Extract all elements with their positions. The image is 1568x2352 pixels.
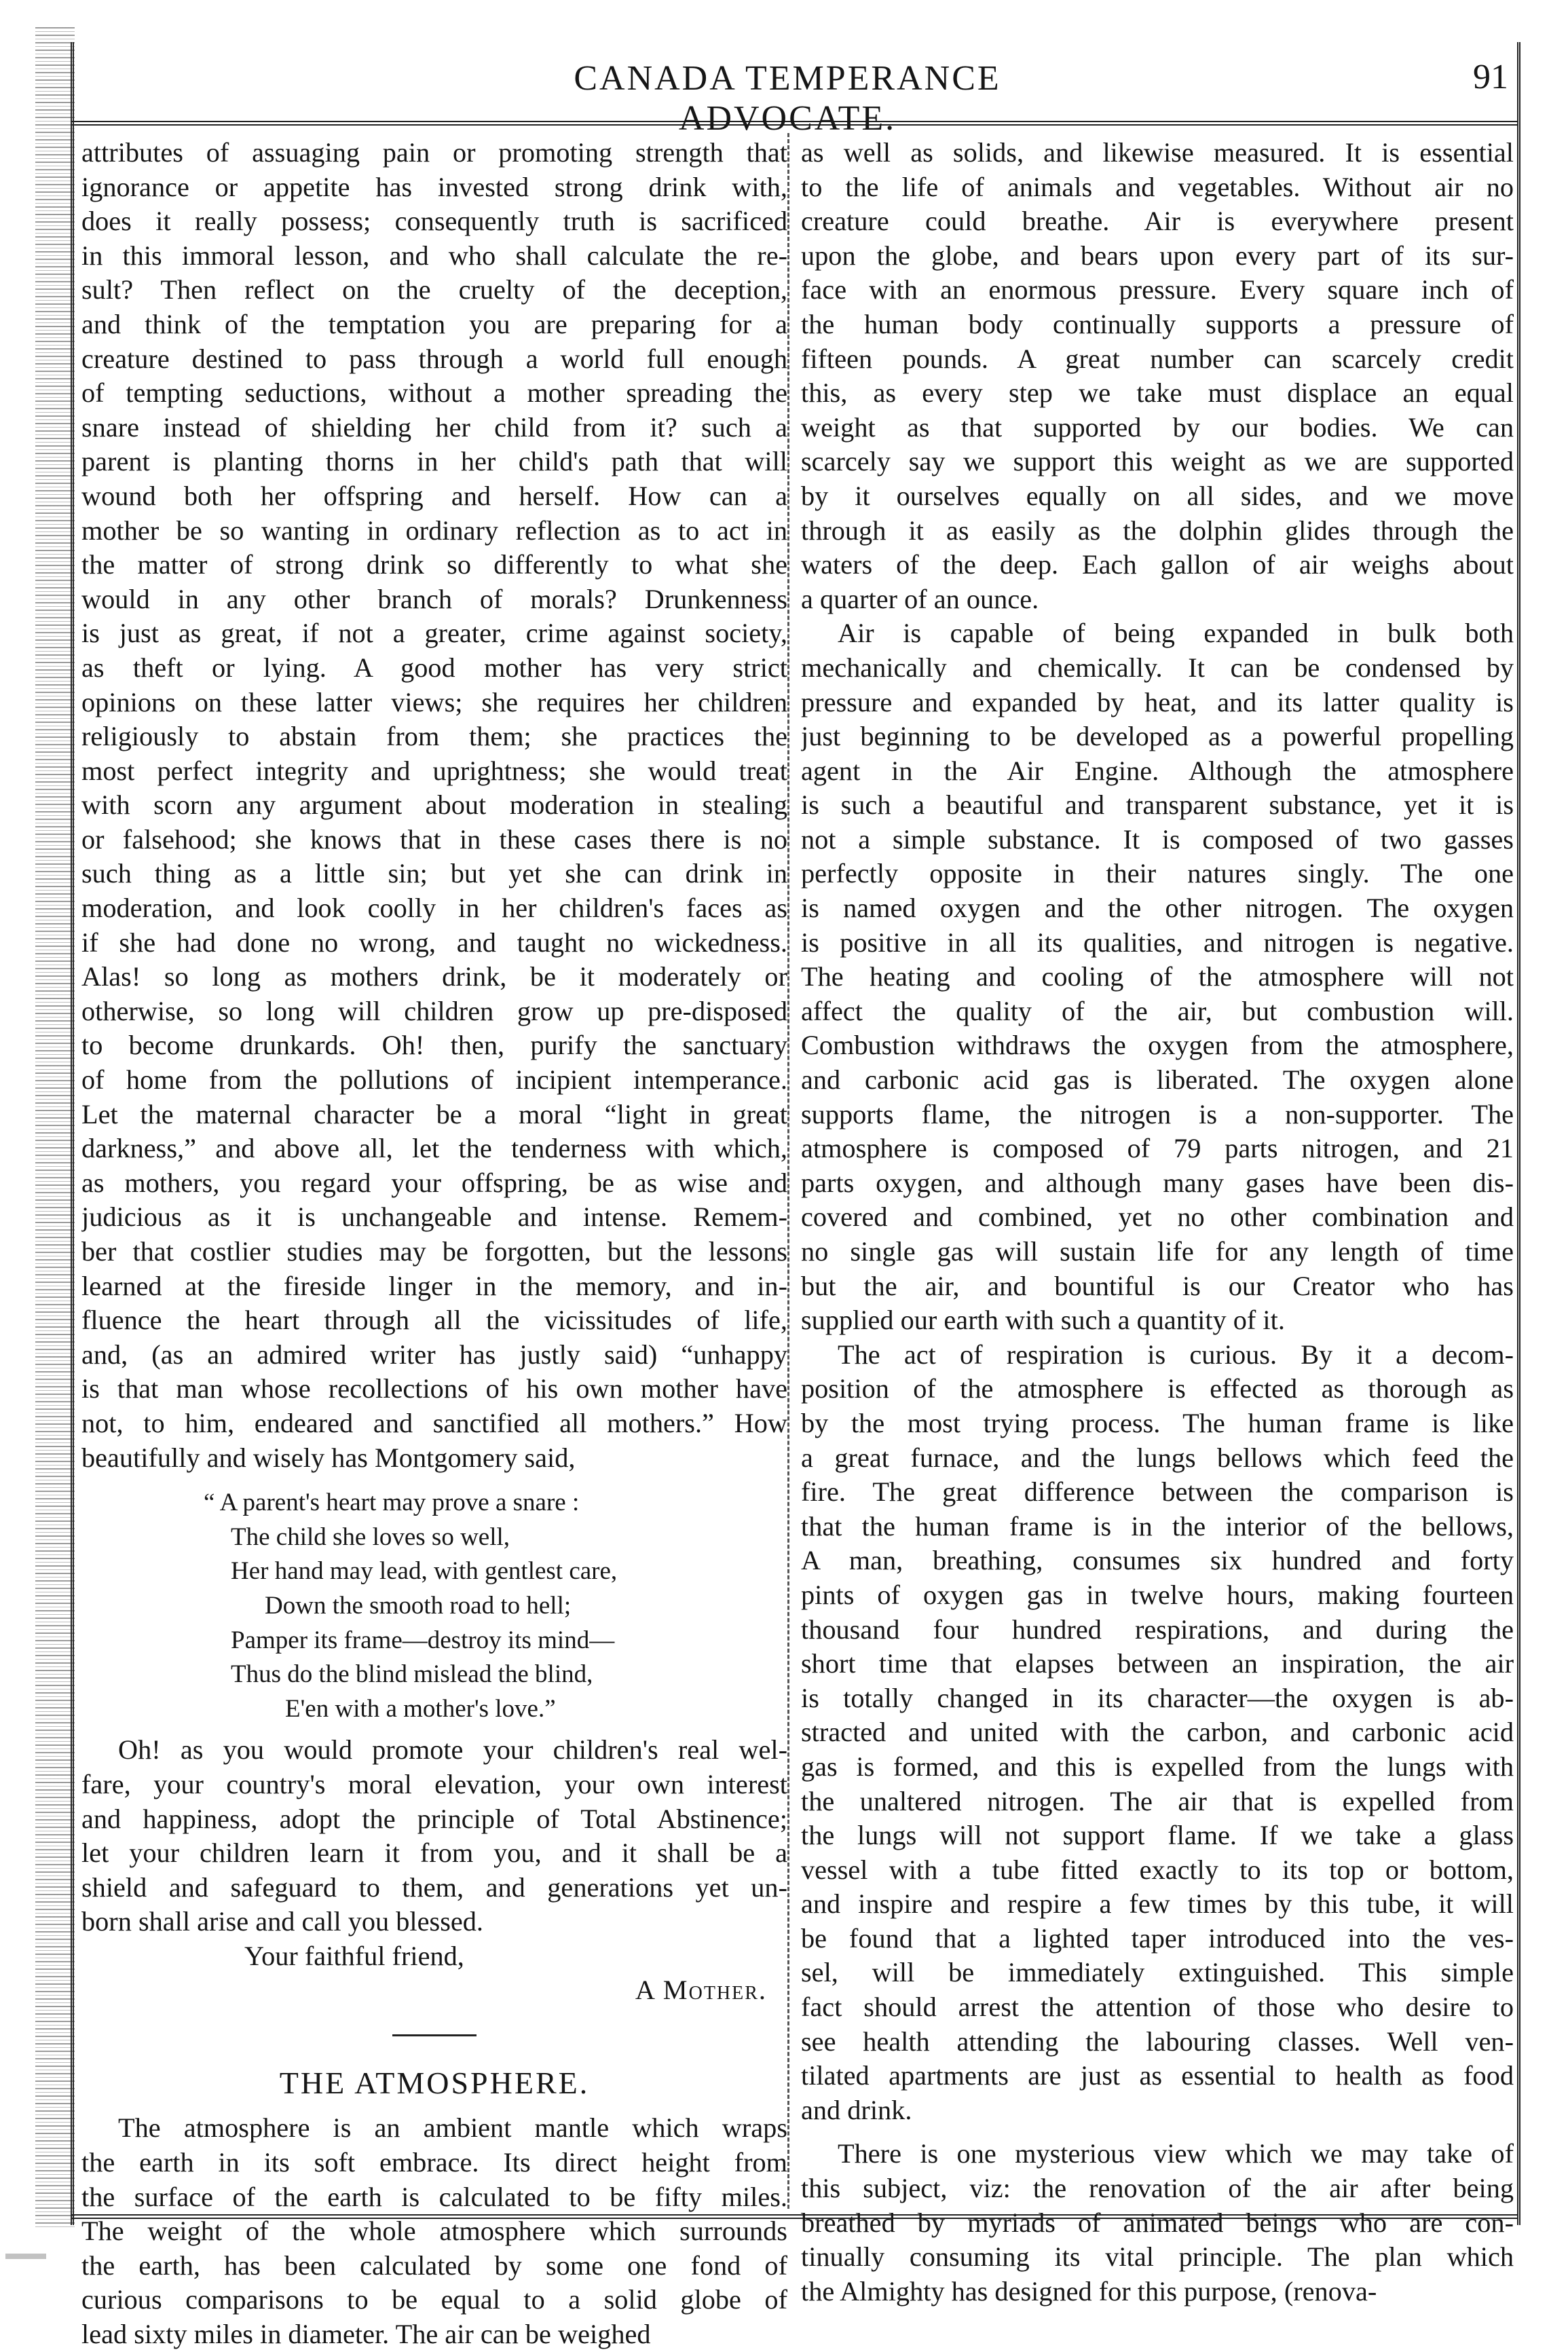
- text-line: be found that a lighted taper introduced into the ves-: [801, 1922, 1514, 1954]
- text-line: The act of respiration is curious. By it a decom-: [838, 1339, 1514, 1370]
- text-line: position of the atmosphere is effected as thorough as: [801, 1373, 1514, 1404]
- text-line: affect the quality of the air, but combustion will.: [801, 995, 1514, 1026]
- text-line: as theft or lying. A good mother has very strict: [81, 652, 787, 683]
- text-line: a quarter of an ounce.: [801, 583, 1039, 614]
- text-line: fluence the heart through all the vicissitudes of life,: [81, 1305, 787, 1336]
- text-line: is such a beautiful and transparent substance, yet it is: [801, 789, 1514, 821]
- text-line: fire. The great difference between the comparison is: [801, 1476, 1514, 1508]
- text-line: short time that elapses between an inspiration, the air: [801, 1648, 1514, 1679]
- text-line: to become drunkards. Oh! then, purify the sanctuary: [81, 1030, 787, 1061]
- text-line: thousand four hundred respirations, and during the: [801, 1613, 1514, 1645]
- text-line: the unaltered nitrogen. The air that is expelled from: [801, 1785, 1514, 1816]
- text-line: upon the globe, and bears upon every part of its sur-: [801, 240, 1514, 271]
- verse-line: Down the smooth road to hell;: [265, 1591, 572, 1620]
- text-line: parts oxygen, and although many gases have been dis-: [801, 1167, 1514, 1198]
- text-line: mother be so wanting in ordinary reflection as to act in: [81, 515, 787, 546]
- text-line: ignorance or appetite has invested strong drink with,: [81, 171, 787, 202]
- text-line: is totally changed in its character—the oxygen is ab-: [801, 1682, 1514, 1713]
- text-line: A man, breathing, consumes six hundred and forty: [801, 1545, 1514, 1576]
- text-line: wound both her offspring and herself. How can a: [81, 480, 787, 511]
- text-line: pints of oxygen gas in twelve hours, making fourteen: [801, 1579, 1514, 1610]
- section-title-atmosphere: THE ATMOSPHERE.: [279, 2066, 590, 2101]
- text-line: darkness,” and above all, let the tenderness with which,: [81, 1133, 787, 1164]
- poem-verse: [81, 1486, 787, 1726]
- paragraph-air-weight: [801, 136, 1514, 616]
- text-line: by the most trying process. The human frame is like: [801, 1407, 1514, 1438]
- text-line: would in any other branch of morals? Drunkenness: [81, 583, 787, 614]
- verse-line: The child she loves so well,: [231, 1523, 510, 1551]
- text-line: weight as that supported by our bodies. We can: [801, 411, 1514, 443]
- text-line: or falsehood; she knows that in these cases there is no: [81, 823, 787, 855]
- text-line: this subject, viz: the renovation of the air after being: [801, 2173, 1514, 2204]
- text-line: not, to him, endeared and sanctified all mothers.” How: [81, 1407, 787, 1438]
- text-line: such thing as a little sin; but yet she can drink in: [81, 858, 787, 889]
- text-line: with scorn any argument about moderation in stealing: [81, 789, 787, 821]
- running-title: CANADA TEMPERANCE ADVOCATE.: [574, 59, 1001, 138]
- text-line: the surface of the earth is calculated to be fifty miles.: [81, 2181, 787, 2212]
- text-line: scarcely say we support this weight as we are supported: [801, 446, 1514, 477]
- text-line: mechanically and chemically. It can be condensed by: [801, 652, 1514, 683]
- text-line: otherwise, so long will children grow up pre-disposed: [81, 995, 787, 1026]
- text-line: but the air, and bountiful is our Creator who has: [801, 1270, 1514, 1301]
- text-line: no single gas will sustain life for any length of time: [801, 1236, 1514, 1267]
- text-line: and carbonic acid gas is liberated. The oxygen alone: [801, 1064, 1514, 1096]
- text-line: Alas! so long as mothers drink, be it moderately or: [81, 961, 787, 992]
- text-line: gas is formed, and this is expelled from the lungs with: [801, 1751, 1514, 1782]
- text-line: just beginning to be developed as a powerful propelling: [801, 721, 1514, 752]
- paragraph-atmosphere-intro: [81, 2111, 787, 2351]
- text-line: through it as easily as the dolphin glides through the: [801, 515, 1514, 546]
- text-line: and drink.: [801, 2094, 912, 2125]
- text-line: the earth, has been calculated by some one fond of: [81, 2250, 787, 2281]
- verse-line: E'en with a mother's love.”: [285, 1694, 556, 1723]
- text-line: let your children learn it from you, and it shall be a: [81, 1837, 787, 1869]
- text-line: curious comparisons to be equal to a solid globe of: [81, 2284, 787, 2315]
- text-line: There is one mysterious view which we may take of: [838, 2138, 1514, 2169]
- text-line: the earth in its soft embrace. Its direct height from: [81, 2147, 787, 2178]
- text-line: sel, will be immediately extinguished. This simple: [801, 1957, 1514, 1988]
- text-line: moderation, and look coolly in her children's faces as: [81, 893, 787, 924]
- paragraph-mother-letter: [81, 136, 787, 1475]
- verse-line: Thus do the blind mislead the blind,: [231, 1660, 593, 1689]
- text-line: vessel with a tube fitted exactly to its top or bottom,: [801, 1854, 1514, 1885]
- text-line: tilated apartments are just as essential to health as food: [801, 2060, 1514, 2091]
- text-line: this, as every step we take must displace an equal: [801, 377, 1514, 409]
- text-line: the human body continually supports a pressure of: [801, 308, 1514, 339]
- page-number: 91: [1473, 58, 1508, 96]
- text-line: opinions on these latter views; she requires her children: [81, 686, 787, 717]
- text-line: in this immoral lesson, and who shall calculate the re-: [81, 240, 787, 271]
- text-line: and, (as an admired writer has justly said) “unhappy: [81, 1339, 787, 1370]
- text-line: the Almighty has designed for this purpose, (renova-: [801, 2275, 1377, 2307]
- text-line: breathed by myriads of animated beings who are con-: [801, 2207, 1514, 2238]
- verse-line: Pamper its frame—destroy its mind—: [231, 1626, 615, 1654]
- text-line: Let the maternal character be a moral “light in great: [81, 1098, 787, 1130]
- text-line: is that man whose recollections of his own mother have: [81, 1373, 787, 1404]
- paragraph-respiration: [801, 1338, 1514, 2128]
- paragraph-total-abstinence: [81, 1733, 787, 1939]
- text-line: Air is capable of being expanded in bulk both: [838, 618, 1514, 649]
- text-line: shield and safeguard to them, and generations yet un-: [81, 1871, 787, 1903]
- right-column: [801, 136, 1514, 2309]
- text-line: and inspire and respire a few times by this tube, it will: [801, 1888, 1514, 1920]
- text-line: to the life of animals and vegetables. Without air no: [801, 171, 1514, 202]
- text-line: not a simple substance. It is composed of two gasses: [801, 823, 1514, 855]
- text-line: if she had done no wrong, and taught no wickedness.: [81, 927, 787, 958]
- text-line: atmosphere is composed of 79 parts nitrogen, and 21: [801, 1133, 1514, 1164]
- text-line: The heating and cooling of the atmosphere will not: [801, 961, 1514, 992]
- text-line: The weight of the whole atmosphere which surrounds: [81, 2216, 787, 2247]
- text-line: learned at the fireside linger in the memory, and in-: [81, 1270, 787, 1301]
- text-line: as well as solids, and likewise measured. It is essential: [801, 137, 1514, 168]
- text-line: lead sixty miles in diameter. The air can be weighed: [81, 2319, 651, 2350]
- scan-mark: [5, 2254, 46, 2259]
- text-line: face with an enormous pressure. Every square inch of: [801, 274, 1514, 305]
- paragraph-air-expansion: [801, 616, 1514, 1337]
- text-line: agent in the Air Engine. Although the atmosphere: [801, 755, 1514, 786]
- binding-edge: [35, 27, 75, 2230]
- text-line: perfectly opposite in their natures singly. The one: [801, 858, 1514, 889]
- text-line: sult? Then reflect on the cruelty of the deception,: [81, 274, 787, 305]
- text-line: a great furnace, and the lungs bellows which feed the: [801, 1442, 1514, 1473]
- text-line: ber that costlier studies may be forgotten, but the lessons: [81, 1236, 787, 1267]
- text-line: judicious as it is unchangeable and intense. Remem-: [81, 1201, 787, 1233]
- text-line: see health attending the labouring classes. Well ven-: [801, 2026, 1514, 2057]
- text-line: and think of the temptation you are preparing for a: [81, 308, 787, 339]
- text-line: and happiness, adopt the principle of Total Abstinence;: [81, 1803, 787, 1834]
- text-line: fifteen pounds. A great number can scarcely credit: [801, 343, 1514, 374]
- text-line: supports flame, the nitrogen is a non-supporter. The: [801, 1098, 1514, 1130]
- text-line: creature could breathe. Air is everywhere present: [801, 206, 1514, 237]
- text-line: attributes of assuaging pain or promoting strength that: [81, 137, 787, 168]
- paragraph-spacer: [801, 2127, 1514, 2137]
- text-line: does it really possess; consequently truth is sacrificed: [81, 206, 787, 237]
- text-line: beautifully and wisely has Montgomery said,: [81, 1442, 576, 1473]
- text-line: as mothers, you regard your offspring, be as wise and: [81, 1167, 787, 1198]
- verse-line: “ A parent's heart may prove a snare :: [204, 1489, 580, 1517]
- text-line: stracted and united with the carbon, and carbonic acid: [801, 1717, 1514, 1748]
- verse-line: Her hand may lead, with gentlest care,: [231, 1557, 618, 1586]
- text-line: Combustion withdraws the oxygen from the atmosphere,: [801, 1030, 1514, 1061]
- letter-closing: Your faithful friend,: [244, 1940, 464, 1971]
- text-line: pressure and expanded by heat, and its latter quality is: [801, 686, 1514, 717]
- text-line: by it ourselves equally on all sides, and we move: [801, 480, 1514, 511]
- text-line: The atmosphere is an ambient mantle which wraps: [118, 2112, 787, 2144]
- text-line: of home from the pollutions of incipient intemperance.: [81, 1064, 787, 1096]
- text-line: born shall arise and call you blessed.: [81, 1906, 483, 1937]
- text-line: snare instead of shielding her child from it? such a: [81, 411, 787, 443]
- text-line: most perfect integrity and uprightness; she would treat: [81, 755, 787, 786]
- letter-signature: A Mother.: [635, 1975, 767, 2006]
- section-divider: [392, 2034, 477, 2036]
- paragraph-renovation: [801, 2137, 1514, 2309]
- text-line: the matter of strong drink so differently to what she: [81, 549, 787, 580]
- text-line: Oh! as you would promote your children's real wel-: [118, 1734, 787, 1766]
- text-line: supplied our earth with such a quantity of it.: [801, 1305, 1285, 1336]
- text-line: that the human frame is in the interior of the bellows,: [801, 1510, 1514, 1542]
- text-line: is just as great, if not a greater, crime against society,: [81, 618, 787, 649]
- text-line: waters of the deep. Each gallon of air weighs about: [801, 549, 1514, 580]
- text-line: the lungs will not support flame. If we take a glass: [801, 1820, 1514, 1851]
- text-line: covered and combined, yet no other combination and: [801, 1201, 1514, 1233]
- text-line: religiously to abstain from them; she practices the: [81, 721, 787, 752]
- text-line: tinually consuming its vital principle. The plan which: [801, 2241, 1514, 2273]
- text-line: is named oxygen and the other nitrogen. The oxygen: [801, 893, 1514, 924]
- column-divider: [787, 133, 789, 2209]
- text-line: creature destined to pass through a world full enough: [81, 343, 787, 374]
- text-line: fact should arrest the attention of those who desire to: [801, 1992, 1514, 2023]
- left-column: [81, 136, 787, 2352]
- text-line: parent is planting thorns in her child's path that will: [81, 446, 787, 477]
- text-line: of tempting seductions, without a mother spreading the: [81, 377, 787, 409]
- text-line: fare, your country's moral elevation, your own interest: [81, 1768, 787, 1799]
- text-line: is positive in all its qualities, and nitrogen is negative.: [801, 927, 1514, 958]
